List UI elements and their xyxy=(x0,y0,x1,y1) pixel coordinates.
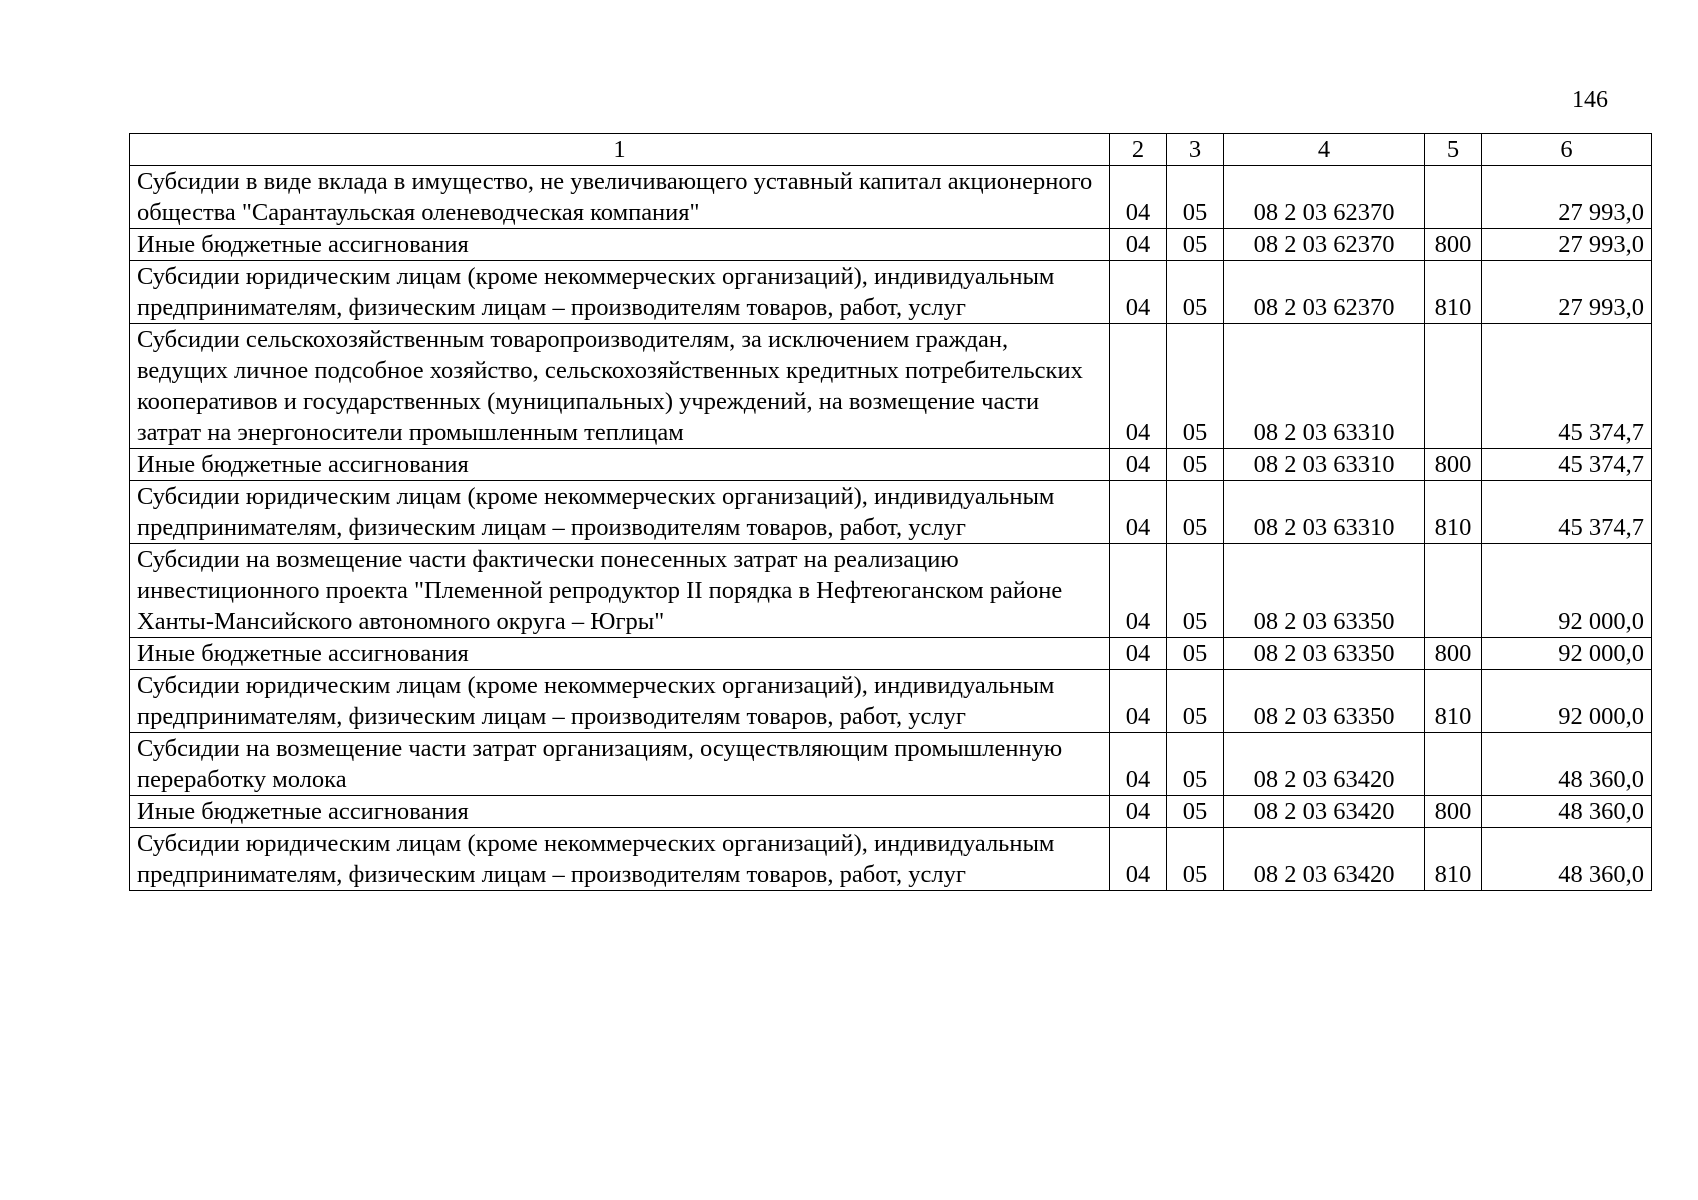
row-code-col2: 04 xyxy=(1110,544,1167,638)
row-code-col2: 04 xyxy=(1110,638,1167,670)
row-code-col3: 05 xyxy=(1167,670,1224,733)
header-col-2: 2 xyxy=(1110,134,1167,166)
table-row xyxy=(130,449,1652,481)
row-code-col4: 08 2 03 63310 xyxy=(1224,449,1425,481)
header-col-5: 5 xyxy=(1425,134,1482,166)
row-code-col3: 05 xyxy=(1167,544,1224,638)
row-name-cell: Субсидии юридическим лицам (кроме некоммерческих организаций), индивидуальным предпринимателям, физическим лицам – производителям товаров, работ, услуг xyxy=(130,670,1110,733)
row-code-col4: 08 2 03 62370 xyxy=(1224,229,1425,261)
row-code-col2: 04 xyxy=(1110,261,1167,324)
row-name-cell: Субсидии юридическим лицам (кроме некоммерческих организаций), индивидуальным предпринимателям, физическим лицам – производителям товаров, работ, услуг xyxy=(130,828,1110,891)
row-code-col5: 810 xyxy=(1425,261,1482,324)
row-code-col4: 08 2 03 63350 xyxy=(1224,638,1425,670)
row-name-cell: Иные бюджетные ассигнования xyxy=(130,638,1110,670)
row-amount: 45 374,7 xyxy=(1482,324,1652,449)
budget-table xyxy=(129,133,1652,891)
row-amount: 45 374,7 xyxy=(1482,449,1652,481)
row-code-col2: 04 xyxy=(1110,449,1167,481)
row-code-col4: 08 2 03 62370 xyxy=(1224,261,1425,324)
row-code-col3: 05 xyxy=(1167,261,1224,324)
row-name-cell: Субсидии юридическим лицам (кроме некоммерческих организаций), индивидуальным предпринимателям, физическим лицам – производителям товаров, работ, услуг xyxy=(130,481,1110,544)
table-row xyxy=(130,481,1652,544)
row-code-col2: 04 xyxy=(1110,324,1167,449)
table-row xyxy=(130,796,1652,828)
page-number: 146 xyxy=(1572,87,1608,113)
row-amount: 48 360,0 xyxy=(1482,828,1652,891)
table-row xyxy=(130,324,1652,449)
table-header xyxy=(130,134,1652,166)
row-code-col2: 04 xyxy=(1110,166,1167,229)
row-amount: 27 993,0 xyxy=(1482,261,1652,324)
row-code-col2: 04 xyxy=(1110,796,1167,828)
row-code-col5 xyxy=(1425,544,1482,638)
row-amount: 92 000,0 xyxy=(1482,670,1652,733)
row-code-col4: 08 2 03 63420 xyxy=(1224,828,1425,891)
row-code-col3: 05 xyxy=(1167,481,1224,544)
row-name-cell: Иные бюджетные ассигнования xyxy=(130,229,1110,261)
row-amount: 27 993,0 xyxy=(1482,166,1652,229)
row-code-col5 xyxy=(1425,324,1482,449)
table-row xyxy=(130,166,1652,229)
row-code-col2: 04 xyxy=(1110,670,1167,733)
row-code-col3: 05 xyxy=(1167,229,1224,261)
header-col-3: 3 xyxy=(1167,134,1224,166)
table-row xyxy=(130,733,1652,796)
header-row xyxy=(130,134,1652,166)
table-row xyxy=(130,828,1652,891)
table-row xyxy=(130,229,1652,261)
row-code-col3: 05 xyxy=(1167,733,1224,796)
row-code-col2: 04 xyxy=(1110,229,1167,261)
header-col-4: 4 xyxy=(1224,134,1425,166)
row-code-col4: 08 2 03 63310 xyxy=(1224,324,1425,449)
row-code-col3: 05 xyxy=(1167,638,1224,670)
row-name-cell: Субсидии на возмещение части фактически понесенных затрат на реализацию инвестиционного проекта "Племенной репродуктор II порядка в Нефтеюганском районе Ханты-Мансийского автономного округа – Югры" xyxy=(130,544,1110,638)
row-code-col3: 05 xyxy=(1167,166,1224,229)
row-code-col4: 08 2 03 63350 xyxy=(1224,544,1425,638)
row-code-col4: 08 2 03 63350 xyxy=(1224,670,1425,733)
row-code-col2: 04 xyxy=(1110,733,1167,796)
table-row xyxy=(130,261,1652,324)
row-name-cell: Иные бюджетные ассигнования xyxy=(130,796,1110,828)
row-amount: 27 993,0 xyxy=(1482,229,1652,261)
row-amount: 92 000,0 xyxy=(1482,638,1652,670)
row-code-col3: 05 xyxy=(1167,796,1224,828)
row-name-cell: Иные бюджетные ассигнования xyxy=(130,449,1110,481)
row-name-cell: Субсидии в виде вклада в имущество, не увеличивающего уставный капитал акционерного общества "Сарантаульская оленеводческая компания" xyxy=(130,166,1110,229)
row-code-col3: 05 xyxy=(1167,324,1224,449)
row-code-col5: 800 xyxy=(1425,796,1482,828)
header-col-6: 6 xyxy=(1482,134,1652,166)
row-amount: 48 360,0 xyxy=(1482,733,1652,796)
row-code-col5: 800 xyxy=(1425,229,1482,261)
row-code-col4: 08 2 03 63420 xyxy=(1224,733,1425,796)
row-code-col4: 08 2 03 62370 xyxy=(1224,166,1425,229)
row-code-col2: 04 xyxy=(1110,828,1167,891)
header-col-1: 1 xyxy=(130,134,1110,166)
row-name-cell: Субсидии на возмещение части затрат организациям, осуществляющим промышленную переработку молока xyxy=(130,733,1110,796)
table-row xyxy=(130,670,1652,733)
row-code-col5: 810 xyxy=(1425,828,1482,891)
row-code-col4: 08 2 03 63310 xyxy=(1224,481,1425,544)
row-code-col5: 800 xyxy=(1425,449,1482,481)
row-amount: 45 374,7 xyxy=(1482,481,1652,544)
row-code-col4: 08 2 03 63420 xyxy=(1224,796,1425,828)
table-row xyxy=(130,544,1652,638)
row-code-col3: 05 xyxy=(1167,828,1224,891)
row-code-col5: 810 xyxy=(1425,481,1482,544)
table-row xyxy=(130,638,1652,670)
row-amount: 92 000,0 xyxy=(1482,544,1652,638)
row-code-col5 xyxy=(1425,166,1482,229)
row-code-col5: 800 xyxy=(1425,638,1482,670)
row-amount: 48 360,0 xyxy=(1482,796,1652,828)
row-code-col3: 05 xyxy=(1167,449,1224,481)
row-code-col2: 04 xyxy=(1110,481,1167,544)
row-code-col5 xyxy=(1425,733,1482,796)
row-name-cell: Субсидии юридическим лицам (кроме некоммерческих организаций), индивидуальным предпринимателям, физическим лицам – производителям товаров, работ, услуг xyxy=(130,261,1110,324)
table-body xyxy=(130,166,1652,891)
row-code-col5: 810 xyxy=(1425,670,1482,733)
row-name-cell: Субсидии сельскохозяйственным товаропроизводителям, за исключением граждан, ведущих личное подсобное хозяйство, сельскохозяйственных кредитных потребительских кооперативов и государственных (муниципальных) учреждений, на возмещение части затрат на энергоносители промышленным теплицам xyxy=(130,324,1110,449)
